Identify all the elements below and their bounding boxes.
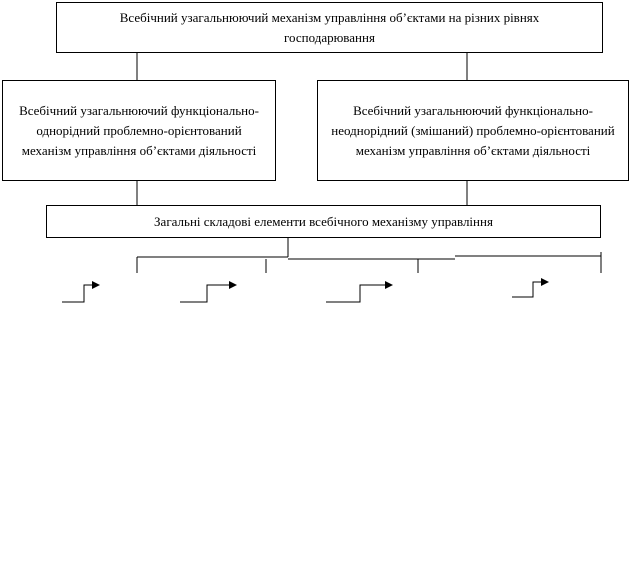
step-arrow-3	[326, 285, 392, 302]
step-arrow-4	[512, 282, 548, 297]
top-level-mechanism-text: Всебічний узагальнюючий механізм управління об’єктами на різних рівнях господарювання	[119, 9, 540, 45]
step-arrow-2	[180, 285, 236, 302]
homogeneous-mechanism-text: Всебічний узагальнюючий функціонально-однорідний проблемно-орієнтований механізм управління об’єктами діяльності	[19, 102, 259, 158]
step-arrow-1	[62, 285, 99, 302]
mixed-mechanism-text: Всебічний узагальнюючий функціонально-неоднорідний (змішаний) проблемно-орієнтований механізм управління об’єктами діяльності	[331, 102, 615, 158]
common-elements-text: Загальні складові елементи всебічного механізму управління	[154, 213, 493, 229]
